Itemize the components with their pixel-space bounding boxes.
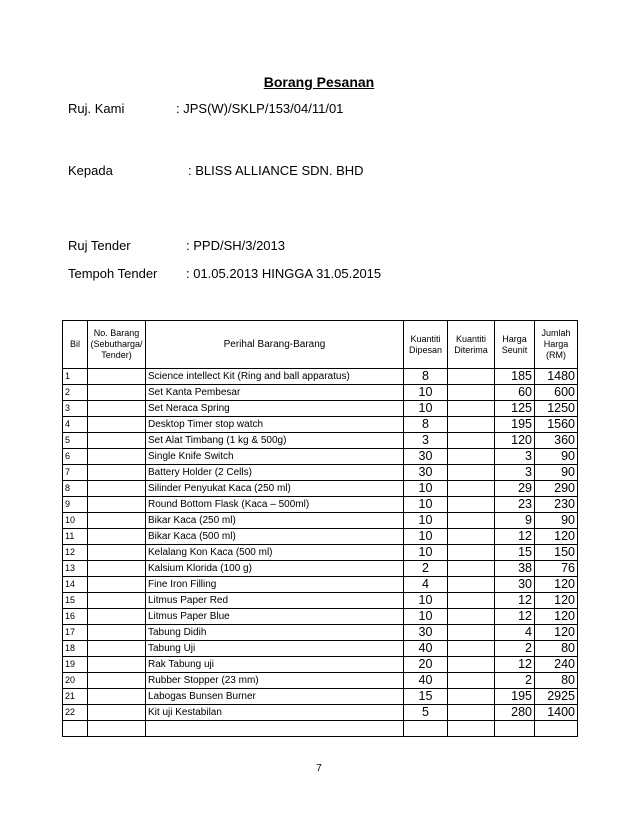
header-no-barang: No. Barang (Sebutharga/ Tender) (88, 321, 146, 369)
table-row (63, 465, 578, 481)
row-quantity-ordered: 2 (404, 561, 448, 577)
row-quantity-received (448, 641, 495, 657)
row-item-description: Litmus Paper Red (146, 593, 404, 609)
row-quantity-ordered: 8 (404, 417, 448, 433)
ruj-tender-value: : PPD/SH/3/2013 (186, 238, 285, 253)
row-total-price: 120 (535, 529, 578, 545)
row-total-price: 1560 (535, 417, 578, 433)
row-quantity-ordered: 15 (404, 689, 448, 705)
header-kuantiti-diterima: Kuantiti Diterima (448, 321, 495, 369)
row-quantity-received (448, 609, 495, 625)
row-no-barang (88, 417, 146, 433)
row-no-barang (88, 609, 146, 625)
page-number: 7 (316, 763, 322, 774)
table-row (63, 481, 578, 497)
row-bil: 3 (63, 401, 88, 417)
ruj-kami-value: : JPS(W)/SKLP/153/04/11/01 (176, 101, 344, 116)
table-row (63, 577, 578, 593)
table-row (63, 433, 578, 449)
row-unit-price: 4 (495, 625, 535, 641)
row-total-price: 90 (535, 465, 578, 481)
row-bil: 18 (63, 641, 88, 657)
row-total-price: 600 (535, 385, 578, 401)
row-total-price: 1400 (535, 705, 578, 721)
row-quantity-ordered: 4 (404, 577, 448, 593)
table-row (63, 385, 578, 401)
row-total-price: 76 (535, 561, 578, 577)
row-bil: 21 (63, 689, 88, 705)
row-quantity-received (448, 385, 495, 401)
row-item-description: Desktop Timer stop watch (146, 417, 404, 433)
row-unit-price: 29 (495, 481, 535, 497)
row-total-price: 290 (535, 481, 578, 497)
row-no-barang (88, 369, 146, 385)
row-no-barang (88, 673, 146, 689)
row-total-price: 1480 (535, 369, 578, 385)
table-row (63, 705, 578, 721)
order-table (62, 320, 578, 737)
row-bil: 22 (63, 705, 88, 721)
row-bil: 1 (63, 369, 88, 385)
row-quantity-ordered: 10 (404, 385, 448, 401)
tempoh-tender-value: : 01.05.2013 HINGGA 31.05.2015 (186, 266, 382, 281)
row-quantity-received (448, 497, 495, 513)
row-quantity-received (448, 689, 495, 705)
row-unit-price: 38 (495, 561, 535, 577)
row-unit-price: 125 (495, 401, 535, 417)
row-no-barang (88, 577, 146, 593)
row-quantity-received (448, 561, 495, 577)
table-row (63, 401, 578, 417)
row-unit-price: 185 (495, 369, 535, 385)
row-no-barang (88, 657, 146, 673)
row-total-price: 80 (535, 673, 578, 689)
row-item-description: Single Knife Switch (146, 449, 404, 465)
row-unit-price: 2 (495, 641, 535, 657)
row-item-description: Kelalang Kon Kaca (500 ml) (146, 545, 404, 561)
kepada-label: Kepada (68, 163, 113, 178)
row-no-barang (88, 497, 146, 513)
row-quantity-received (448, 481, 495, 497)
row-quantity-received (448, 513, 495, 529)
row-no-barang (88, 641, 146, 657)
row-quantity-received (448, 625, 495, 641)
row-item-description: Set Neraca Spring (146, 401, 404, 417)
row-bil: 9 (63, 497, 88, 513)
row-item-description: Rak Tabung uji (146, 657, 404, 673)
row-bil: 10 (63, 513, 88, 529)
row-total-price: 1250 (535, 401, 578, 417)
row-no-barang (88, 481, 146, 497)
row-unit-price: 9 (495, 513, 535, 529)
row-total-price: 150 (535, 545, 578, 561)
table-row (63, 593, 578, 609)
row-item-description: Tabung Uji (146, 641, 404, 657)
row-quantity-ordered: 10 (404, 401, 448, 417)
row-unit-price: 12 (495, 593, 535, 609)
table-row (63, 513, 578, 529)
row-no-barang (88, 385, 146, 401)
row-no-barang (88, 721, 146, 737)
row-bil (63, 721, 88, 737)
row-bil: 12 (63, 545, 88, 561)
row-quantity-ordered: 20 (404, 657, 448, 673)
table-row (63, 369, 578, 385)
row-total-price: 360 (535, 433, 578, 449)
row-unit-price: 12 (495, 529, 535, 545)
row-item-description: Kalsium Klorida (100 g) (146, 561, 404, 577)
row-unit-price: 120 (495, 433, 535, 449)
row-unit-price (495, 721, 535, 737)
row-quantity-ordered: 30 (404, 449, 448, 465)
row-no-barang (88, 449, 146, 465)
table-row (63, 625, 578, 641)
row-unit-price: 12 (495, 609, 535, 625)
row-unit-price: 60 (495, 385, 535, 401)
row-quantity-received (448, 593, 495, 609)
row-unit-price: 30 (495, 577, 535, 593)
row-total-price: 90 (535, 513, 578, 529)
row-quantity-ordered: 10 (404, 609, 448, 625)
table-row (63, 545, 578, 561)
row-no-barang (88, 689, 146, 705)
row-unit-price: 195 (495, 417, 535, 433)
row-total-price: 90 (535, 449, 578, 465)
row-quantity-received (448, 721, 495, 737)
row-total-price: 120 (535, 609, 578, 625)
row-total-price: 120 (535, 625, 578, 641)
row-unit-price: 3 (495, 449, 535, 465)
row-quantity-received (448, 545, 495, 561)
row-bil: 2 (63, 385, 88, 401)
table-row (63, 721, 578, 737)
row-quantity-ordered: 40 (404, 641, 448, 657)
row-quantity-received (448, 657, 495, 673)
row-no-barang (88, 561, 146, 577)
row-quantity-received (448, 705, 495, 721)
row-total-price (535, 721, 578, 737)
row-quantity-ordered: 30 (404, 625, 448, 641)
row-unit-price: 280 (495, 705, 535, 721)
row-quantity-ordered: 40 (404, 673, 448, 689)
row-bil: 11 (63, 529, 88, 545)
row-bil: 20 (63, 673, 88, 689)
row-total-price: 2925 (535, 689, 578, 705)
row-item-description: Litmus Paper Blue (146, 609, 404, 625)
row-quantity-ordered: 10 (404, 593, 448, 609)
row-quantity-ordered: 5 (404, 705, 448, 721)
table-header-row (63, 321, 578, 369)
row-bil: 19 (63, 657, 88, 673)
row-quantity-received (448, 433, 495, 449)
ruj-tender-label: Ruj Tender (68, 238, 131, 253)
row-unit-price: 23 (495, 497, 535, 513)
row-no-barang (88, 545, 146, 561)
order-table-body (63, 369, 578, 737)
header-kuantiti-dipesan: Kuantiti Dipesan (404, 321, 448, 369)
table-row (63, 689, 578, 705)
table-row (63, 417, 578, 433)
row-no-barang (88, 401, 146, 417)
row-item-description: Silinder Penyukat Kaca (250 ml) (146, 481, 404, 497)
row-no-barang (88, 529, 146, 545)
row-item-description: Rubber Stopper (23 mm) (146, 673, 404, 689)
row-no-barang (88, 513, 146, 529)
row-total-price: 230 (535, 497, 578, 513)
row-bil: 17 (63, 625, 88, 641)
row-quantity-ordered: 10 (404, 497, 448, 513)
table-row (63, 609, 578, 625)
row-bil: 13 (63, 561, 88, 577)
row-item-description: Set Alat Timbang (1 kg & 500g) (146, 433, 404, 449)
row-quantity-received (448, 577, 495, 593)
table-row (63, 673, 578, 689)
row-quantity-ordered: 3 (404, 433, 448, 449)
header-perihal: Perihal Barang-Barang (146, 321, 404, 369)
row-item-description: Labogas Bunsen Burner (146, 689, 404, 705)
row-quantity-received (448, 449, 495, 465)
row-bil: 7 (63, 465, 88, 481)
tempoh-tender-label: Tempoh Tender (68, 266, 158, 281)
row-no-barang (88, 593, 146, 609)
header-jumlah-harga: Jumlah Harga (RM) (535, 321, 578, 369)
row-unit-price: 3 (495, 465, 535, 481)
row-quantity-ordered: 10 (404, 545, 448, 561)
row-quantity-received (448, 401, 495, 417)
form-title: Borang Pesanan (263, 74, 375, 90)
row-no-barang (88, 465, 146, 481)
row-quantity-received (448, 369, 495, 385)
row-bil: 8 (63, 481, 88, 497)
row-quantity-ordered: 8 (404, 369, 448, 385)
row-unit-price: 2 (495, 673, 535, 689)
header-bil: Bil (63, 321, 88, 369)
row-no-barang (88, 625, 146, 641)
row-bil: 4 (63, 417, 88, 433)
row-item-description: Set Kanta Pembesar (146, 385, 404, 401)
row-unit-price: 15 (495, 545, 535, 561)
row-no-barang (88, 705, 146, 721)
row-unit-price: 195 (495, 689, 535, 705)
table-row (63, 529, 578, 545)
row-no-barang (88, 433, 146, 449)
row-item-description: Tabung Didih (146, 625, 404, 641)
row-bil: 16 (63, 609, 88, 625)
table-row (63, 561, 578, 577)
row-item-description: Round Bottom Flask (Kaca – 500ml) (146, 497, 404, 513)
row-quantity-received (448, 529, 495, 545)
row-total-price: 120 (535, 593, 578, 609)
row-quantity-ordered: 10 (404, 513, 448, 529)
row-quantity-received (448, 417, 495, 433)
row-total-price: 240 (535, 657, 578, 673)
row-total-price: 120 (535, 577, 578, 593)
ruj-kami-label: Ruj. Kami (68, 101, 125, 116)
row-quantity-ordered: 10 (404, 529, 448, 545)
row-item-description: Battery Holder (2 Cells) (146, 465, 404, 481)
row-bil: 14 (63, 577, 88, 593)
row-quantity-ordered (404, 721, 448, 737)
row-quantity-ordered: 30 (404, 465, 448, 481)
row-item-description: Science intellect Kit (Ring and ball apparatus) (146, 369, 404, 385)
kepada-value: : BLISS ALLIANCE SDN. BHD (188, 163, 364, 178)
table-row (63, 641, 578, 657)
row-quantity-received (448, 673, 495, 689)
row-quantity-ordered: 10 (404, 481, 448, 497)
row-bil: 15 (63, 593, 88, 609)
row-item-description: Fine Iron Filling (146, 577, 404, 593)
row-item-description: Bikar Kaca (500 ml) (146, 529, 404, 545)
row-quantity-received (448, 465, 495, 481)
row-item-description: Bikar Kaca (250 ml) (146, 513, 404, 529)
row-unit-price: 12 (495, 657, 535, 673)
row-item-description: Kit uji Kestabilan (146, 705, 404, 721)
table-row (63, 497, 578, 513)
row-bil: 6 (63, 449, 88, 465)
table-row (63, 449, 578, 465)
header-harga-seunit: Harga Seunit (495, 321, 535, 369)
row-bil: 5 (63, 433, 88, 449)
row-item-description (146, 721, 404, 737)
table-row (63, 657, 578, 673)
row-total-price: 80 (535, 641, 578, 657)
